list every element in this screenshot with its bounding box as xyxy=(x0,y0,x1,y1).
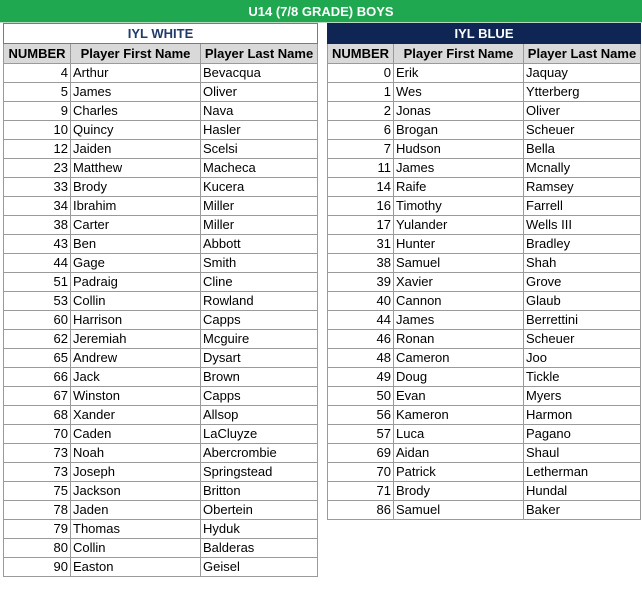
player-number-cell[interactable]: 38 xyxy=(4,216,71,235)
table-row xyxy=(328,501,641,520)
table-row xyxy=(4,330,318,349)
team-table-iyl-blue xyxy=(327,23,641,520)
player-number-cell[interactable]: 10 xyxy=(4,121,71,140)
player-number-cell[interactable]: 9 xyxy=(4,102,71,121)
player-first-name-cell[interactable]: Padraig xyxy=(71,273,201,292)
player-last-name-cell[interactable]: Berrettini xyxy=(524,311,641,330)
table-row xyxy=(4,501,318,520)
player-first-name-cell[interactable]: Cannon xyxy=(394,292,524,311)
player-last-name-cell[interactable]: Britton xyxy=(201,482,318,501)
player-first-name-cell[interactable]: Joseph xyxy=(71,463,201,482)
table-row xyxy=(4,425,318,444)
table-row xyxy=(328,64,641,83)
player-last-name-cell[interactable]: Ytterberg xyxy=(524,83,641,102)
player-first-name-cell[interactable]: Yulander xyxy=(394,216,524,235)
player-number-cell[interactable]: 14 xyxy=(328,178,394,197)
player-first-name-cell[interactable]: James xyxy=(71,83,201,102)
player-number-cell[interactable]: 49 xyxy=(328,368,394,387)
player-first-name-cell[interactable]: Brody xyxy=(394,482,524,501)
player-number-cell[interactable]: 38 xyxy=(328,254,394,273)
table-row xyxy=(328,178,641,197)
table-row xyxy=(4,520,318,539)
player-first-name-cell[interactable]: Easton xyxy=(71,558,201,577)
player-first-name-cell[interactable]: Charles xyxy=(71,102,201,121)
player-first-name-cell[interactable]: Collin xyxy=(71,292,201,311)
table-row xyxy=(4,197,318,216)
player-number-cell[interactable]: 80 xyxy=(4,539,71,558)
player-last-name-cell[interactable]: Balderas xyxy=(201,539,318,558)
column-header-last-name[interactable]: Player Last Name xyxy=(201,44,318,64)
table-row xyxy=(4,368,318,387)
table-row xyxy=(328,216,641,235)
player-last-name-cell[interactable]: Baker xyxy=(524,501,641,520)
player-number-cell[interactable]: 23 xyxy=(4,159,71,178)
player-last-name-cell[interactable]: Tickle xyxy=(524,368,641,387)
player-first-name-cell[interactable]: Xavier xyxy=(394,273,524,292)
player-last-name-cell[interactable]: Scelsi xyxy=(201,140,318,159)
player-first-name-cell[interactable]: Jaiden xyxy=(71,140,201,159)
player-first-name-cell[interactable]: Jeremiah xyxy=(71,330,201,349)
player-number-cell[interactable]: 90 xyxy=(4,558,71,577)
table-row xyxy=(4,273,318,292)
table-row xyxy=(4,159,318,178)
table-row xyxy=(328,140,641,159)
division-banner: U14 (7/8 GRADE) BOYS xyxy=(0,0,642,23)
table-row xyxy=(4,178,318,197)
table-row xyxy=(4,64,318,83)
player-first-name-cell[interactable]: James xyxy=(394,311,524,330)
player-last-name-cell[interactable]: Mcnally xyxy=(524,159,641,178)
player-last-name-cell[interactable]: Hundal xyxy=(524,482,641,501)
player-number-cell[interactable]: 70 xyxy=(328,463,394,482)
player-first-name-cell[interactable]: Patrick xyxy=(394,463,524,482)
table-row xyxy=(4,349,318,368)
player-last-name-cell[interactable]: Letherman xyxy=(524,463,641,482)
player-last-name-cell[interactable]: Shah xyxy=(524,254,641,273)
player-number-cell[interactable]: 39 xyxy=(328,273,394,292)
table-row xyxy=(328,273,641,292)
player-first-name-cell[interactable]: Erik xyxy=(394,64,524,83)
table-row xyxy=(4,558,318,577)
player-number-cell[interactable]: 6 xyxy=(328,121,394,140)
player-last-name-cell[interactable]: Brown xyxy=(201,368,318,387)
player-number-cell[interactable]: 40 xyxy=(328,292,394,311)
table-row xyxy=(328,235,641,254)
table-row xyxy=(328,482,641,501)
table-row xyxy=(328,463,641,482)
player-last-name-cell[interactable]: Scheuer xyxy=(524,121,641,140)
player-first-name-cell[interactable]: Harrison xyxy=(71,311,201,330)
player-first-name-cell[interactable]: Collin xyxy=(71,539,201,558)
player-number-cell[interactable]: 70 xyxy=(4,425,71,444)
table-row xyxy=(4,83,318,102)
player-number-cell[interactable]: 60 xyxy=(4,311,71,330)
player-last-name-cell[interactable]: Miller xyxy=(201,216,318,235)
player-first-name-cell[interactable]: Wes xyxy=(394,83,524,102)
player-last-name-cell[interactable]: Joo xyxy=(524,349,641,368)
player-number-cell[interactable]: 68 xyxy=(4,406,71,425)
table-row xyxy=(328,254,641,273)
team-table-iyl-white xyxy=(3,23,318,577)
table-row xyxy=(4,539,318,558)
player-first-name-cell[interactable]: Andrew xyxy=(71,349,201,368)
table-row xyxy=(4,102,318,121)
table-row xyxy=(328,387,641,406)
player-last-name-cell[interactable]: Hasler xyxy=(201,121,318,140)
table-row xyxy=(328,406,641,425)
player-number-cell[interactable]: 44 xyxy=(4,254,71,273)
table-row xyxy=(328,311,641,330)
player-number-cell[interactable]: 56 xyxy=(328,406,394,425)
player-number-cell[interactable]: 44 xyxy=(328,311,394,330)
player-first-name-cell[interactable]: Xander xyxy=(71,406,201,425)
player-last-name-cell[interactable]: Bella xyxy=(524,140,641,159)
player-number-cell[interactable]: 78 xyxy=(4,501,71,520)
player-first-name-cell[interactable]: Brody xyxy=(71,178,201,197)
player-last-name-cell[interactable]: Nava xyxy=(201,102,318,121)
player-first-name-cell[interactable]: Aidan xyxy=(394,444,524,463)
player-last-name-cell[interactable]: Pagano xyxy=(524,425,641,444)
player-first-name-cell[interactable]: Ronan xyxy=(394,330,524,349)
table-row xyxy=(328,121,641,140)
table-row xyxy=(4,406,318,425)
player-first-name-cell[interactable]: Jack xyxy=(71,368,201,387)
player-number-cell[interactable]: 50 xyxy=(328,387,394,406)
table-row xyxy=(328,159,641,178)
player-last-name-cell[interactable]: Hyduk xyxy=(201,520,318,539)
player-number-cell[interactable]: 73 xyxy=(4,463,71,482)
table-row xyxy=(4,387,318,406)
player-number-cell[interactable]: 67 xyxy=(4,387,71,406)
player-first-name-cell[interactable]: Brogan xyxy=(394,121,524,140)
player-last-name-cell[interactable]: Rowland xyxy=(201,292,318,311)
player-number-cell[interactable]: 65 xyxy=(4,349,71,368)
player-first-name-cell[interactable]: Cameron xyxy=(394,349,524,368)
player-last-name-cell[interactable]: Glaub xyxy=(524,292,641,311)
player-number-cell[interactable]: 71 xyxy=(328,482,394,501)
player-number-cell[interactable]: 53 xyxy=(4,292,71,311)
player-first-name-cell[interactable]: Timothy xyxy=(394,197,524,216)
player-number-cell[interactable]: 33 xyxy=(4,178,71,197)
player-number-cell[interactable]: 66 xyxy=(4,368,71,387)
player-number-cell[interactable]: 12 xyxy=(4,140,71,159)
table-row xyxy=(328,83,641,102)
player-last-name-cell[interactable]: Miller xyxy=(201,197,318,216)
player-first-name-cell[interactable]: Quincy xyxy=(71,121,201,140)
table-row xyxy=(4,311,318,330)
table-row xyxy=(328,349,641,368)
player-first-name-cell[interactable]: Hunter xyxy=(394,235,524,254)
player-first-name-cell[interactable]: Ibrahim xyxy=(71,197,201,216)
column-header-first-name[interactable]: Player First Name xyxy=(394,44,524,64)
player-last-name-cell[interactable]: Capps xyxy=(201,387,318,406)
player-number-cell[interactable]: 62 xyxy=(4,330,71,349)
player-number-cell[interactable]: 34 xyxy=(4,197,71,216)
column-header-number[interactable]: NUMBER xyxy=(4,44,71,64)
player-last-name-cell[interactable]: Macheca xyxy=(201,159,318,178)
table-row xyxy=(328,197,641,216)
column-header-first-name[interactable]: Player First Name xyxy=(71,44,201,64)
player-number-cell[interactable]: 2 xyxy=(328,102,394,121)
player-first-name-cell[interactable]: Noah xyxy=(71,444,201,463)
team-title: IYL BLUE xyxy=(328,24,641,44)
player-last-name-cell[interactable]: LaCluyze xyxy=(201,425,318,444)
player-first-name-cell[interactable]: Arthur xyxy=(71,64,201,83)
team-title: IYL WHITE xyxy=(4,24,318,44)
player-number-cell[interactable]: 69 xyxy=(328,444,394,463)
player-last-name-cell[interactable]: Abbott xyxy=(201,235,318,254)
player-first-name-cell[interactable]: Luca xyxy=(394,425,524,444)
player-last-name-cell[interactable]: Geisel xyxy=(201,558,318,577)
player-number-cell[interactable]: 0 xyxy=(328,64,394,83)
player-number-cell[interactable]: 5 xyxy=(4,83,71,102)
player-last-name-cell[interactable]: Oliver xyxy=(201,83,318,102)
player-number-cell[interactable]: 31 xyxy=(328,235,394,254)
table-row xyxy=(4,216,318,235)
player-last-name-cell[interactable]: Bradley xyxy=(524,235,641,254)
table-row xyxy=(328,425,641,444)
player-last-name-cell[interactable]: Abercrombie xyxy=(201,444,318,463)
player-number-cell[interactable]: 7 xyxy=(328,140,394,159)
column-header-number[interactable]: NUMBER xyxy=(328,44,394,64)
player-first-name-cell[interactable]: Jonas xyxy=(394,102,524,121)
player-last-name-cell[interactable]: Springstead xyxy=(201,463,318,482)
column-header-last-name[interactable]: Player Last Name xyxy=(524,44,641,64)
player-first-name-cell[interactable]: Thomas xyxy=(71,520,201,539)
table-row xyxy=(4,292,318,311)
player-last-name-cell[interactable]: Wells III xyxy=(524,216,641,235)
player-number-cell[interactable]: 79 xyxy=(4,520,71,539)
player-first-name-cell[interactable]: Ben xyxy=(71,235,201,254)
player-first-name-cell[interactable]: Gage xyxy=(71,254,201,273)
table-row xyxy=(328,102,641,121)
table-row xyxy=(4,121,318,140)
player-number-cell[interactable]: 4 xyxy=(4,64,71,83)
table-row xyxy=(4,140,318,159)
player-first-name-cell[interactable]: Caden xyxy=(71,425,201,444)
player-first-name-cell[interactable]: Kameron xyxy=(394,406,524,425)
player-last-name-cell[interactable]: Shaul xyxy=(524,444,641,463)
table-row xyxy=(4,254,318,273)
player-number-cell[interactable]: 86 xyxy=(328,501,394,520)
player-last-name-cell[interactable]: Jaquay xyxy=(524,64,641,83)
player-first-name-cell[interactable]: Raife xyxy=(394,178,524,197)
player-number-cell[interactable]: 57 xyxy=(328,425,394,444)
table-row xyxy=(328,330,641,349)
player-first-name-cell[interactable]: Hudson xyxy=(394,140,524,159)
player-number-cell[interactable]: 51 xyxy=(4,273,71,292)
player-last-name-cell[interactable]: Allsop xyxy=(201,406,318,425)
player-number-cell[interactable]: 1 xyxy=(328,83,394,102)
player-last-name-cell[interactable]: Scheuer xyxy=(524,330,641,349)
player-number-cell[interactable]: 11 xyxy=(328,159,394,178)
player-first-name-cell[interactable]: Winston xyxy=(71,387,201,406)
player-first-name-cell[interactable]: Doug xyxy=(394,368,524,387)
table-row xyxy=(4,482,318,501)
table-row xyxy=(328,292,641,311)
player-number-cell[interactable]: 16 xyxy=(328,197,394,216)
player-last-name-cell[interactable]: Kucera xyxy=(201,178,318,197)
table-row xyxy=(4,463,318,482)
player-first-name-cell[interactable]: Matthew xyxy=(71,159,201,178)
player-last-name-cell[interactable]: Ramsey xyxy=(524,178,641,197)
player-number-cell[interactable]: 75 xyxy=(4,482,71,501)
player-last-name-cell[interactable]: Obertein xyxy=(201,501,318,520)
player-first-name-cell[interactable]: James xyxy=(394,159,524,178)
player-last-name-cell[interactable]: Mcguire xyxy=(201,330,318,349)
table-row xyxy=(328,444,641,463)
table-row xyxy=(4,235,318,254)
player-number-cell[interactable]: 46 xyxy=(328,330,394,349)
player-first-name-cell[interactable]: Jaden xyxy=(71,501,201,520)
player-last-name-cell[interactable]: Bevacqua xyxy=(201,64,318,83)
player-first-name-cell[interactable]: Jackson xyxy=(71,482,201,501)
player-number-cell[interactable]: 48 xyxy=(328,349,394,368)
table-row xyxy=(328,368,641,387)
player-first-name-cell[interactable]: Carter xyxy=(71,216,201,235)
player-last-name-cell[interactable]: Cline xyxy=(201,273,318,292)
table-row xyxy=(4,444,318,463)
player-first-name-cell[interactable]: Samuel xyxy=(394,501,524,520)
player-last-name-cell[interactable]: Harmon xyxy=(524,406,641,425)
player-last-name-cell[interactable]: Myers xyxy=(524,387,641,406)
player-first-name-cell[interactable]: Evan xyxy=(394,387,524,406)
player-last-name-cell[interactable]: Smith xyxy=(201,254,318,273)
player-first-name-cell[interactable]: Samuel xyxy=(394,254,524,273)
player-last-name-cell[interactable]: Oliver xyxy=(524,102,641,121)
player-last-name-cell[interactable]: Capps xyxy=(201,311,318,330)
player-number-cell[interactable]: 73 xyxy=(4,444,71,463)
player-number-cell[interactable]: 17 xyxy=(328,216,394,235)
player-number-cell[interactable]: 43 xyxy=(4,235,71,254)
player-last-name-cell[interactable]: Farrell xyxy=(524,197,641,216)
player-last-name-cell[interactable]: Dysart xyxy=(201,349,318,368)
player-last-name-cell[interactable]: Grove xyxy=(524,273,641,292)
